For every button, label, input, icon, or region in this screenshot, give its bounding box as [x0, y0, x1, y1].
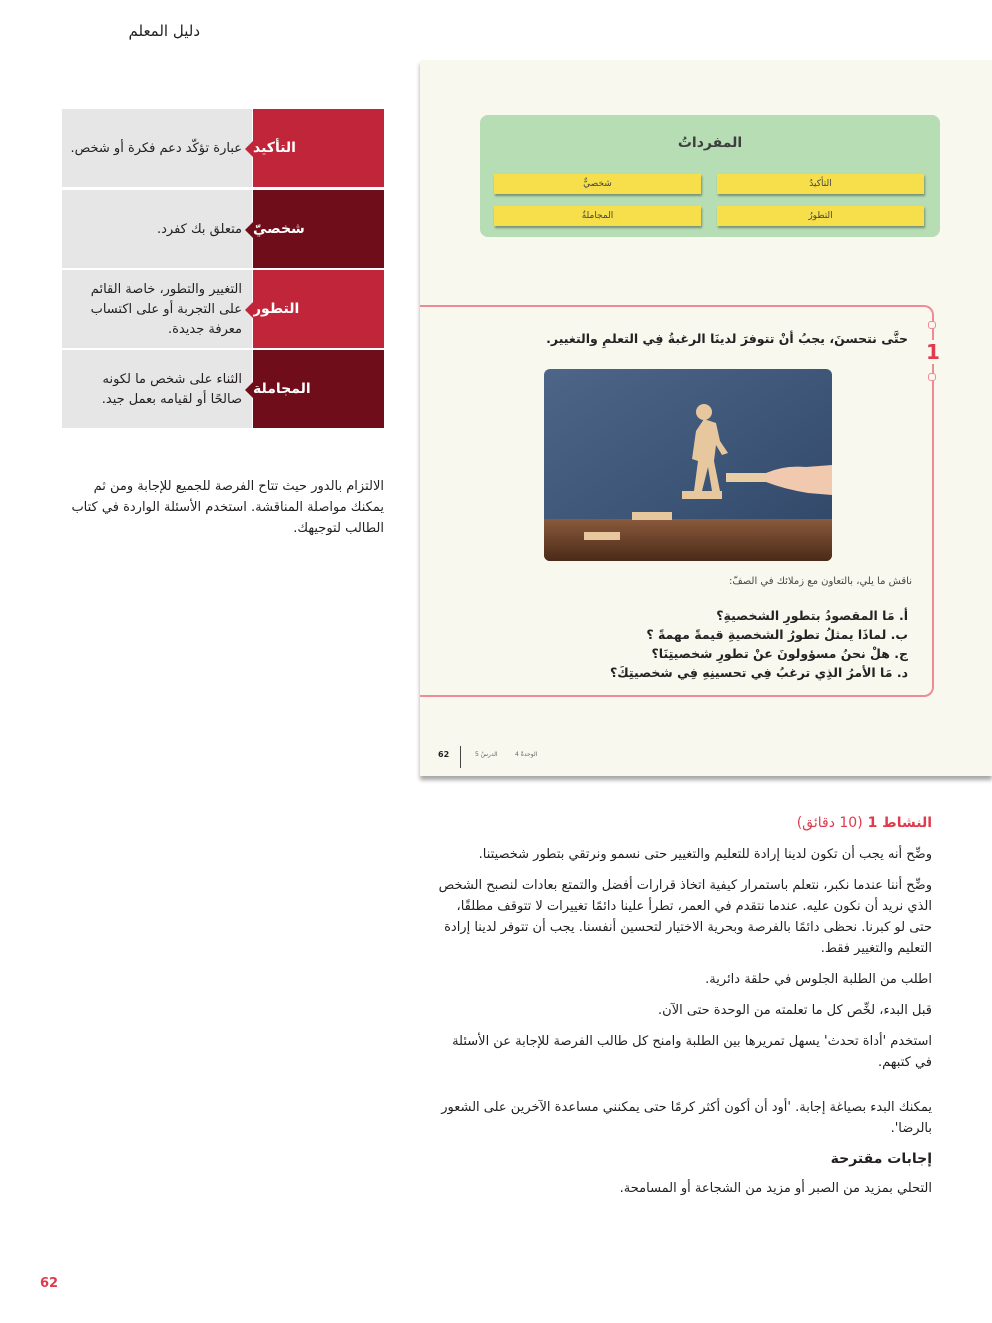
glossary-definition: التغيير والتطور، خاصة القائم على التجربة أو على اكتساب معرفة جديدة.	[62, 270, 252, 348]
glossary-row	[62, 190, 384, 268]
footer-lesson: الدرسُ 5	[475, 751, 498, 758]
note-paragraph: اطلب من الطلبة الجلوس في حلقة دائرية.	[705, 972, 932, 987]
glossary-row	[62, 109, 384, 187]
question-item: ب. لماذَا يمثلُ تطورُ الشخصيةِ قيمةً مهمةً ؟	[646, 627, 908, 642]
note-paragraph: وضِّح أنه يجب أن تكون لدينا إرادة للتعليم والتغيير حتى نسمو ونرتقي بتطور شخصيتنا.	[478, 847, 932, 862]
vocab-chip: المجاملةُ	[494, 206, 701, 226]
glossary-definition: الثناء على شخص ما لكونه صالحًا أو لقيامه بعمل جيد.	[62, 350, 252, 428]
glossary-term: المجاملة	[253, 350, 384, 428]
activity-title: النشاط 1	[867, 815, 932, 831]
note-paragraph: وضِّح أننا عندما نكبر، نتعلم باستمرار كيفية اتخاذ قرارات أفضل والتمتع بعادات لنصبح الشخص الذي نريد أن نكون عليه. عندما نتقدم في العمر، تطرأ علينا دائمًا تغييرات لا تتوقف مطلقًا، حتى لو كبرنا. نحظى دائمًا بالفرصة وبحرية الاختيار لتحسين أنفسنا. يجب أن تتوفر لدينا إرادة التعليم والتغيير فقط.	[438, 878, 932, 956]
note-paragraph: استخدم 'أداة تحدث' يسهل تمريرها بين الطلبة وامنح كل طالب الفرصة للإجابة عن الأسئلة في كتبهم.	[452, 1034, 932, 1070]
vocab-chip: التأكيدُ	[717, 174, 924, 194]
vocabulary-title: المفرداتُ	[677, 135, 743, 151]
activity-duration: (10 دقائق)	[796, 815, 863, 831]
glossary-definition: عبارة تؤكّد دعم فكرة أو شخص.	[62, 109, 252, 187]
glossary-term: التأكيد	[253, 109, 384, 187]
frame-dot	[928, 373, 936, 381]
glossary-term: شخصيّ	[253, 190, 384, 268]
teacher-note: الالتزام بالدور حيث تتاح الفرصة للجميع للإجابة ومن ثم يمكنك مواصلة المناقشة. استخدم الأسئلة الواردة في كتاب الطالب لتوجيهك.	[71, 479, 384, 536]
page-number: 62	[40, 1276, 59, 1291]
glossary-term: التطور	[253, 270, 384, 348]
vocab-chip: شخصيٌّ	[494, 174, 701, 194]
vocab-chip: التطورُ	[717, 206, 924, 226]
question-list	[610, 606, 908, 682]
question-item: د. مَا الأمرُ الذِي ترغبُ فِي تحسينِهِ فِي شخصيتِكَ؟	[610, 665, 908, 680]
note-paragraph: يمكنك البدء بصياغة إجابة. 'أود أن أكون أكثر كرمًا حتى يمكنني مساعدة الآخرين على الشعور بالرضا'.	[441, 1100, 932, 1136]
note-paragraph: قبل البدء، لخِّص كل ما تعلمته من الوحدة حتى الآن.	[658, 1003, 932, 1018]
vocabulary-box	[480, 115, 940, 237]
main-question: حتَّى نتحسنَ، يجبُ أنْ تتوفرَ لدينَا الرغبةُ فِي التعلمِ والتغيير.	[546, 331, 908, 346]
stairs-illustration-icon	[544, 369, 832, 561]
glossary-row	[62, 350, 384, 428]
teacher-notes	[432, 813, 932, 1209]
glossary-row	[62, 270, 384, 348]
glossary-definition: متعلق بك كفرد.	[62, 190, 252, 268]
answers-text: التحلي بمزيد من الصبر أو مزيد من الشجاعة أو المسامحة.	[619, 1181, 932, 1196]
frame-dot	[928, 321, 936, 329]
footer-unit: الوحدةُ 4	[515, 751, 538, 758]
question-item: ج. هلْ نحنُ مسؤولونَ عنْ تطورِ شخصيتِنَا؟	[651, 646, 908, 661]
student-book-page	[420, 60, 992, 776]
stairs-photo	[544, 369, 832, 561]
header-title: دليل المعلم	[128, 22, 200, 40]
activity-number: 1	[926, 340, 940, 364]
student-page-number: 62	[438, 750, 450, 759]
footer-divider	[460, 746, 461, 768]
activity-heading	[432, 813, 932, 834]
discussion-prompt: ناقش ما يلي، بالتعاون مع زملائك في الصفّ:	[729, 576, 912, 587]
answers-heading: إجابات مقترحة	[830, 1151, 932, 1167]
question-item: أ. مَا المقصودُ بتطورِ الشخصيةِ؟	[716, 608, 908, 623]
